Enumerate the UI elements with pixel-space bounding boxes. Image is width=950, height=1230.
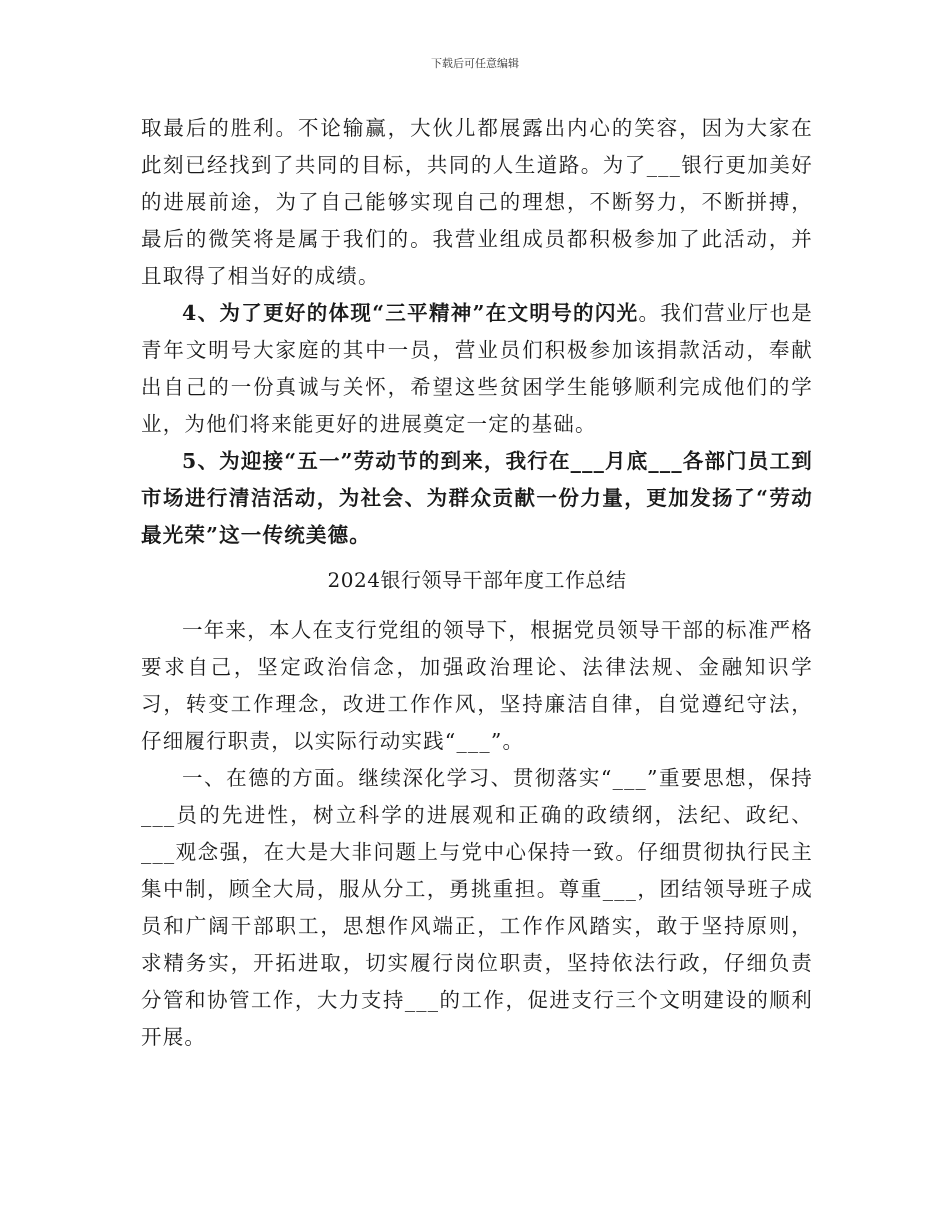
paragraph-intro: 一年来，本人在支行党组的领导下，根据党员领导干部的标准严格要求自己，坚定政治信念，加强政治理论、法律法规、金融知识学习，转变工作理念，改进工作作风，坚持廉洁自律，自觉遵纪守法，仔细履行职责，以实际行动实践“___”。: [141, 618, 813, 753]
item-4-lead: 4、为了更好的体现“三平精神”在文明号的闪光: [182, 301, 639, 325]
item-4-body: 。我们营业厅也是青年文明号大家庭的其中一员，营业员们积极参加该捐款活动，奉献出自己的一份真诚与关怀，希望这些贫困学生能够顺利完成他们的学业，为他们将来能更好的进展奠定一定的基础。: [141, 301, 813, 436]
paragraph-item-5: 5、为迎接“五一”劳动节的到来，我行在___月底___各部门员工到市场进行清洁活动，为社会、为群众贡献一份力量，更加发扬了“劳动最光荣”这一传统美德。: [141, 449, 813, 547]
paragraph-continuation: 取最后的胜利。不论输赢，大伙儿都展露出内心的笑容，因为大家在此刻已经找到了共同的目标，共同的人生道路。为了___银行更加美好的进展前途，为了自己能够实现自己的理想，不断努力，不断拼搏，最后的微笑将是属于我们的。我营业组成员都积极参加了此活动，并且取得了相当好的成绩。: [141, 116, 813, 288]
paragraph-item-4: [141, 295, 813, 443]
document-body: [141, 110, 813, 1056]
paragraph-virtue: 一、在德的方面。继续深化学习、贯彻落实“___”重要思想，保持___员的先进性，树立科学的进展观和正确的政绩纲，法纪、政纪、___观念强，在大是大非问题上与党中心保持一致。仔细贯彻执行民主集中制，顾全大局，服从分工，勇挑重担。尊重___，团结领导班子成员和广阔干部职工，思想作风端正，工作作风踏实，敢于坚持原则，求精务实，开拓进取，切实履行岗位职责，坚持依法行政，仔细负责分管和协管工作，大力支持___的工作，促进支行三个文明建设的顺利开展。: [141, 766, 813, 1049]
page-header: 下载后可任意编辑: [431, 57, 519, 70]
section-title: 2024银行领导干部年度工作总结: [327, 568, 627, 592]
